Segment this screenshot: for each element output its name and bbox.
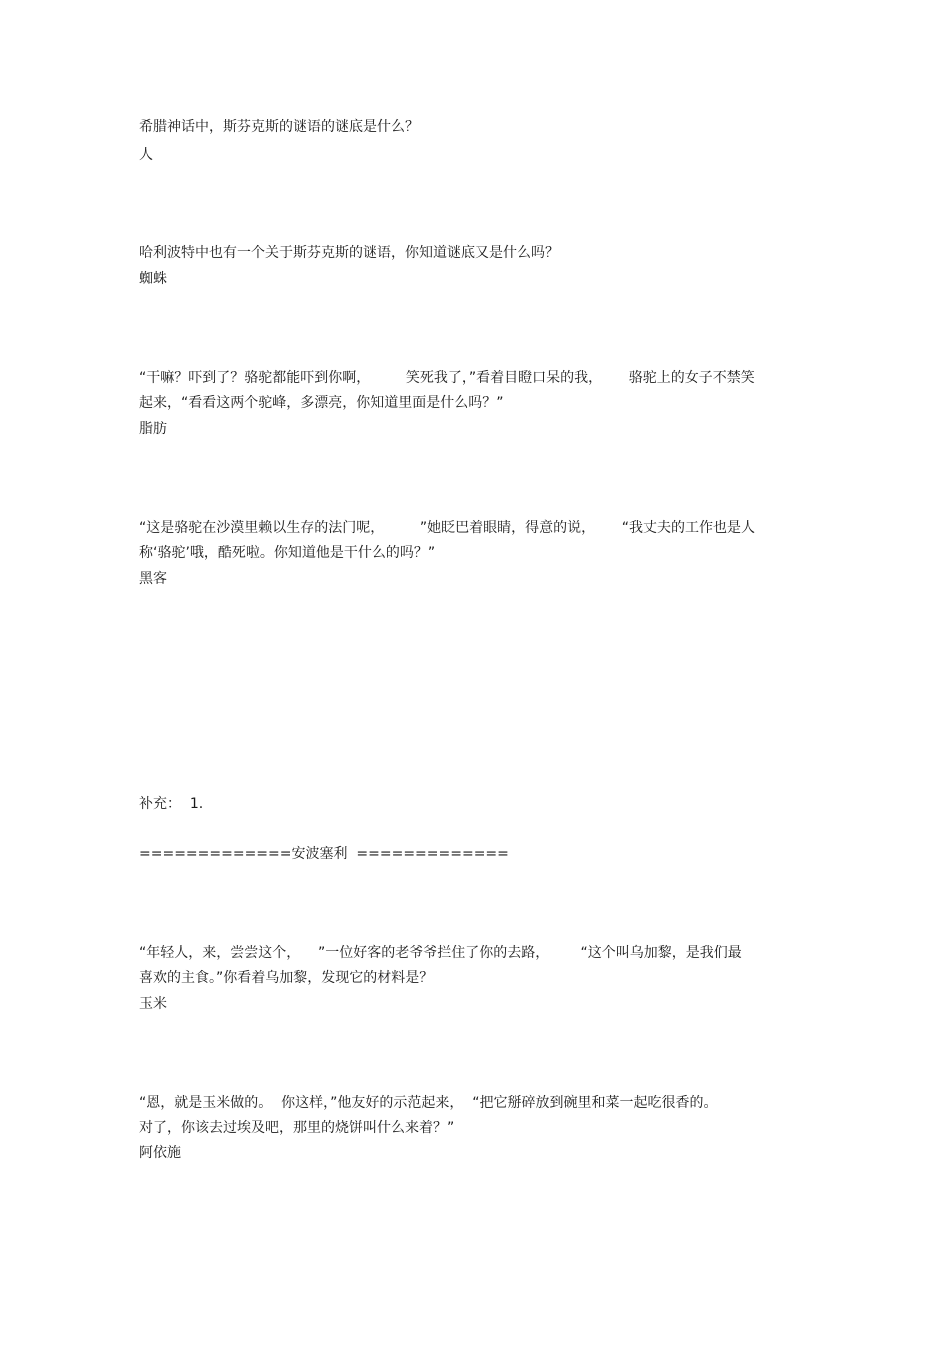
answer-text: 脂肪 — [139, 421, 167, 437]
question-text: 喜欢的主食。”你看着乌加黎，发现它的材料是？ — [139, 970, 434, 986]
question-text: “这是骆驼在沙漠里赖以生存的法门呢， ”她眨巴着眼睛，得意的说， “我丈夫的工作也是人 — [139, 520, 756, 536]
question-text: 起来，“看看这两个驼峰，多漂亮，你知道里面是什么吗？” — [139, 395, 504, 411]
answer-text: 玉米 — [139, 996, 167, 1012]
question-text: “恩，就是玉米做的。 你这样，”他友好的示范起来， “把它掰碎放到碗里和菜一起吃很香的。 — [139, 1095, 718, 1111]
answer-text: 黑客 — [139, 571, 167, 587]
question-text: 称‘骆驼’哦，酷死啦。你知道他是干什么的吗？” — [139, 545, 436, 561]
question-text: 对了，你该去过埃及吧，那里的烧饼叫什么来着？” — [139, 1120, 455, 1136]
section-divider: =============安波塞利 ============= — [139, 846, 509, 862]
question-text: “干嘛？吓到了？骆驼都能吓到你啊， 笑死我了，”看着目瞪口呆的我， 骆驼上的女子不禁笑 — [139, 370, 755, 386]
answer-text: 人 — [139, 147, 153, 163]
supplement-text: 补充： 1. — [139, 796, 204, 812]
answer-text: 阿依施 — [139, 1145, 181, 1161]
question-text: 希腊神话中，斯芬克斯的谜语的谜底是什么？ — [139, 119, 419, 135]
question-text: “年轻人，来，尝尝这个， ”一位好客的老爷爷拦住了你的去路， “这个叫乌加黎，是我们最 — [139, 945, 742, 961]
answer-text: 蜘蛛 — [139, 271, 167, 287]
question-text: 哈利波特中也有一个关于斯芬克斯的谜语，你知道谜底又是什么吗？ — [139, 245, 559, 261]
